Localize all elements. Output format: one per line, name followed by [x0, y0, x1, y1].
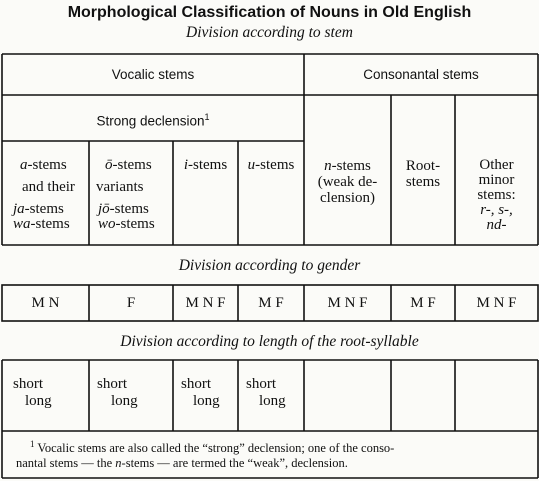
footnote-marker: 1 [204, 112, 210, 122]
gender-cell: F [126, 295, 136, 311]
gender-cell: M N [31, 295, 60, 311]
jo-stems-label: jō-stems [98, 201, 149, 217]
length-long: long [111, 393, 138, 409]
page-title: Morphological Classification of Nouns in Old English [67, 4, 472, 21]
gender-cell: M F [258, 295, 284, 311]
footnote-number: 1 [30, 439, 35, 449]
section-heading-length: Division according to length of the root-syllable [120, 333, 419, 350]
length-short: short [13, 376, 43, 392]
strong-declension-header: Strong declension$^1$ [96, 112, 210, 129]
gender-cell: M N F [476, 295, 517, 311]
a-stems-label: a-stems [20, 157, 67, 173]
vocalic-stems-header: Vocalic stems [111, 67, 195, 82]
length-short: short [181, 376, 211, 392]
length-long: long [25, 393, 52, 409]
o-stems-label: ō-stems [105, 157, 152, 173]
a-variants-text: and their [22, 179, 75, 195]
i-stems-label: i-stems [183, 157, 228, 173]
gender-cell: M N F [327, 295, 368, 311]
section-heading-stem: Division according to stem [186, 24, 353, 41]
footnote-line-1: Vocalic stems are also called the “strong” declension; one of the conso- [37, 441, 395, 456]
wo-stems-label: wo-stems [98, 216, 155, 232]
o-variants-text: variants [96, 179, 144, 195]
length-short: short [246, 376, 276, 392]
u-stems-label: u-stems [247, 157, 295, 173]
wa-stems-label: wa-stems [13, 216, 70, 232]
other-minor-stems-label: Other minor stems: r-, s-, nd- [477, 157, 516, 233]
gender-cell: M N F [185, 295, 226, 311]
section-heading-gender: Division according to gender [178, 257, 361, 274]
n-stems-label: n-stems (weak de- clension) [317, 158, 378, 206]
ja-stems-label: ja-stems [13, 201, 64, 217]
gender-cell: M F [410, 295, 436, 311]
root-stems-label: Root- stems [405, 158, 441, 190]
consonantal-stems-header: Consonantal stems [363, 67, 479, 82]
footnote-line-2: nantal stems — the n-stems — are termed the “weak”, declension. [16, 456, 348, 471]
length-long: long [259, 393, 286, 409]
length-long: long [193, 393, 220, 409]
length-short: short [97, 376, 127, 392]
footnote [16, 437, 528, 471]
